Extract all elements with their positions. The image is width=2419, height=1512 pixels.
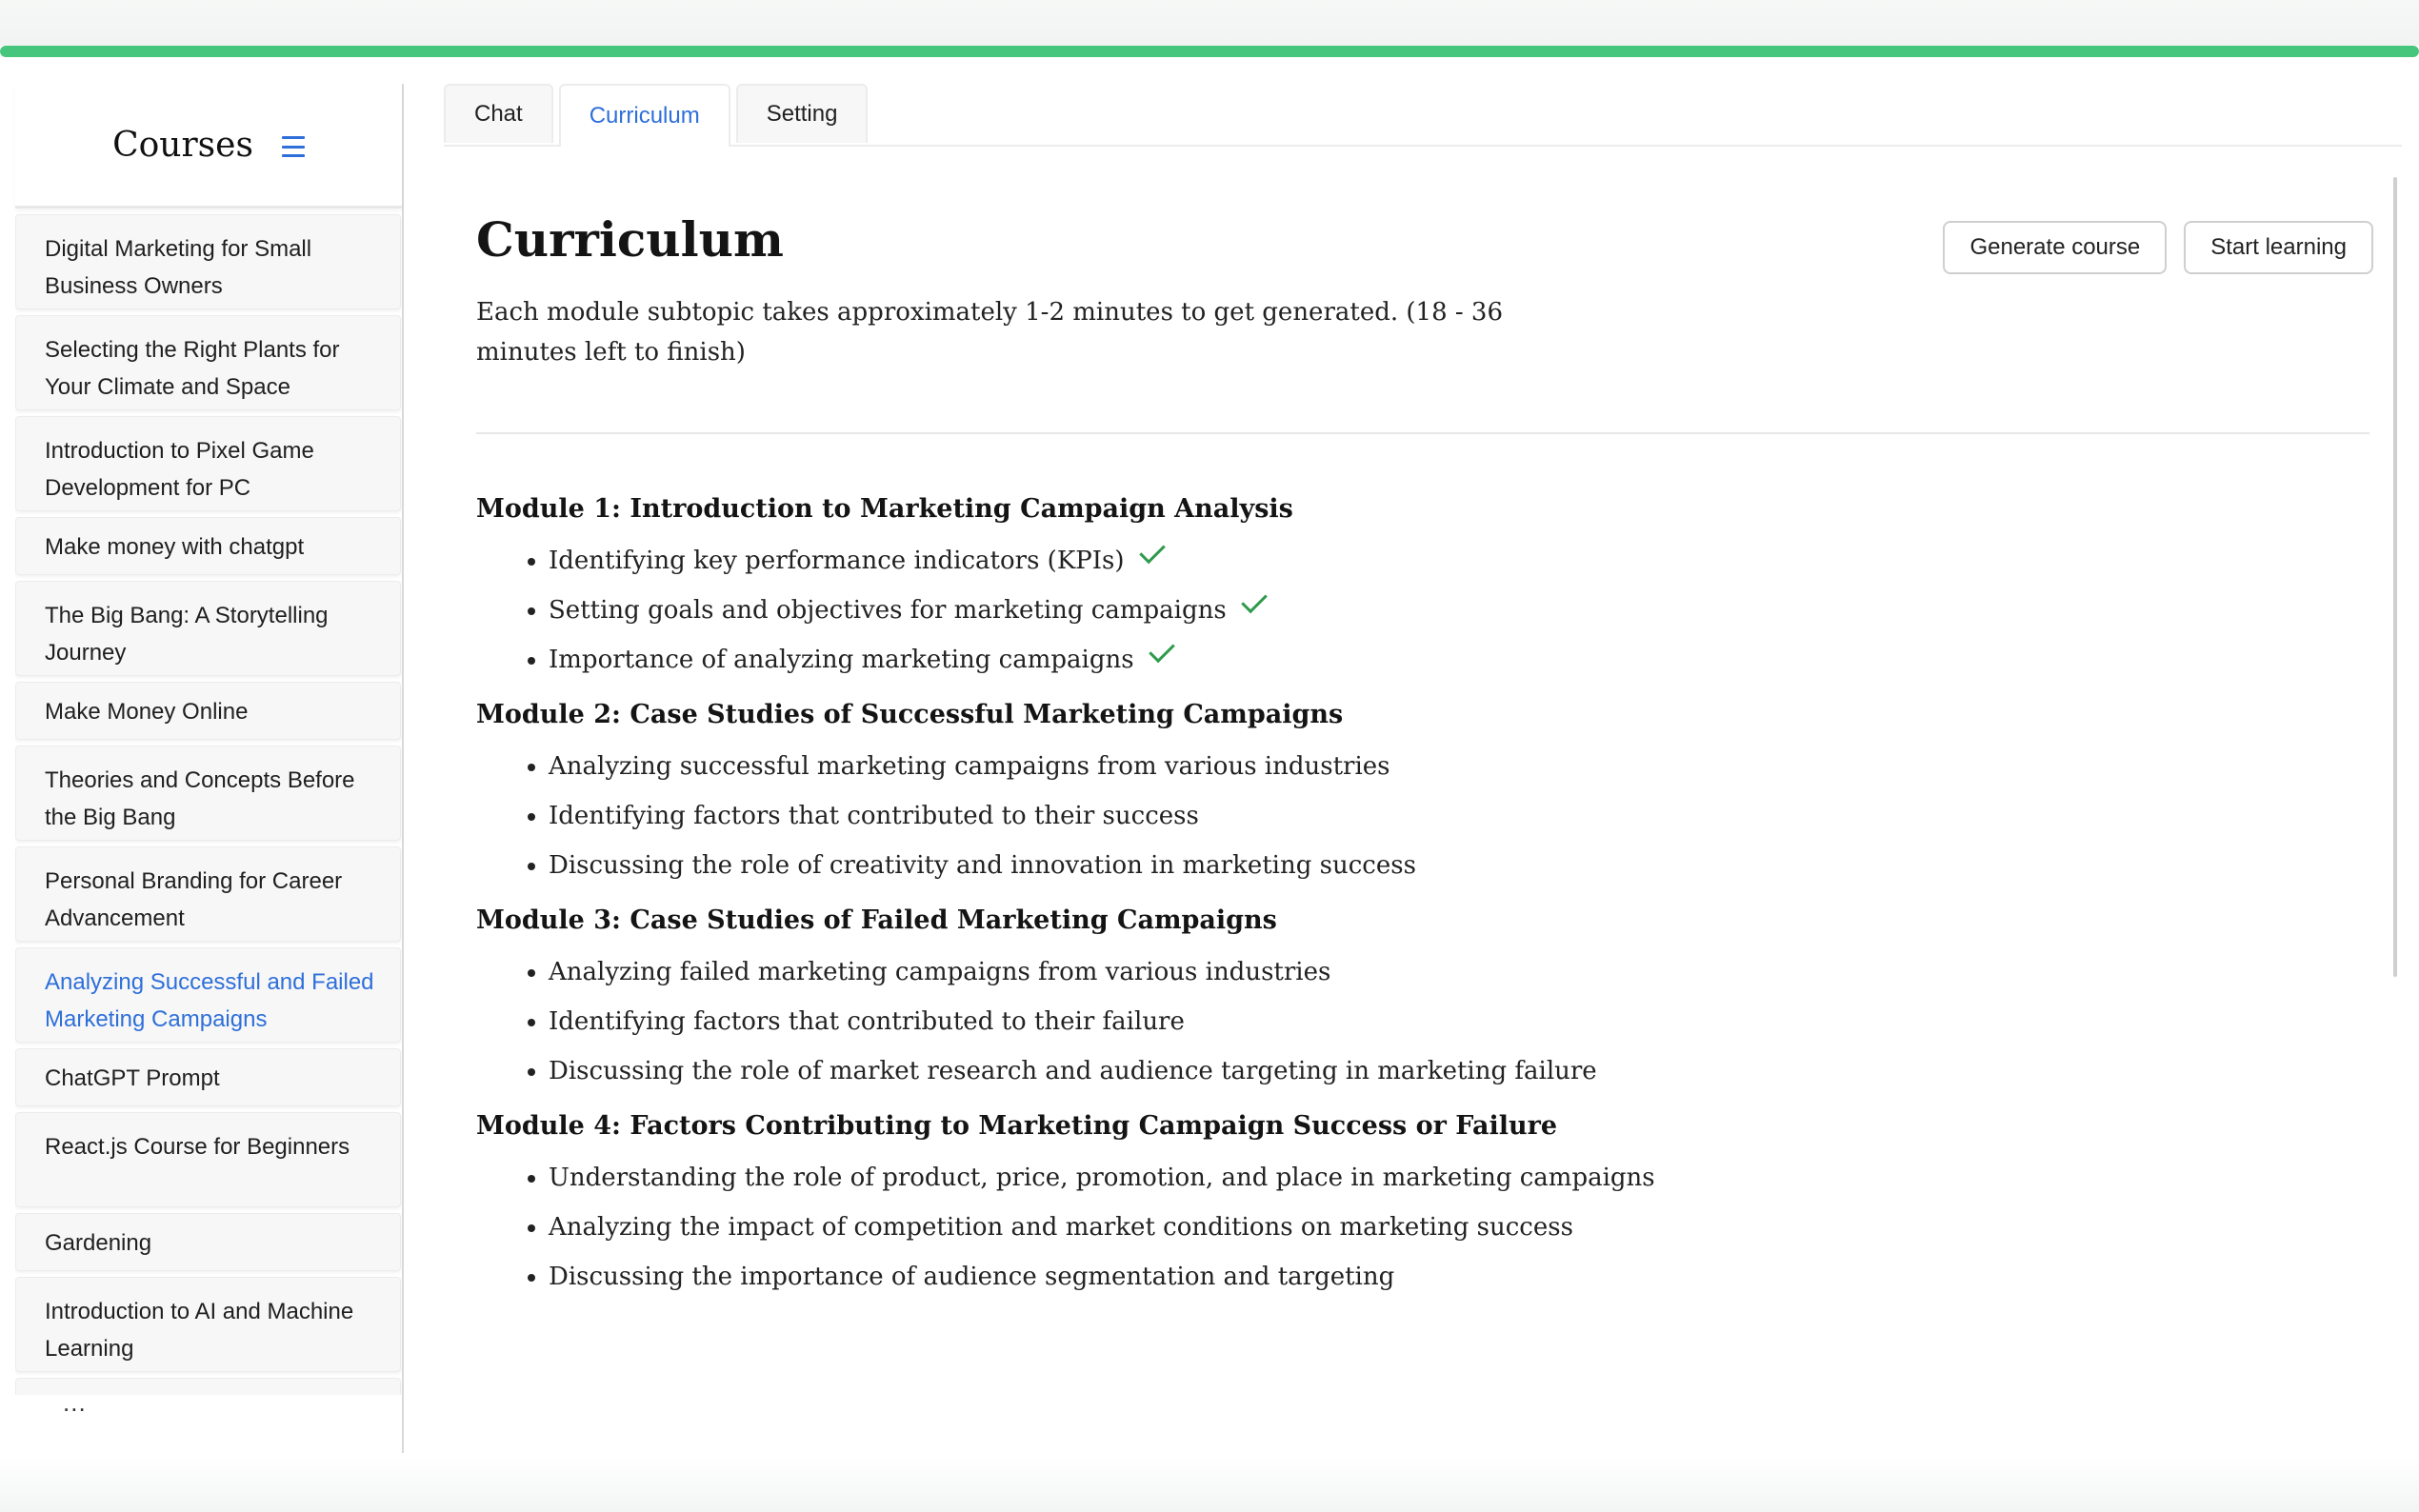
course-item[interactable]: Make Money Online xyxy=(15,682,401,740)
module-title: Module 3: Case Studies of Failed Marketing Campaigns xyxy=(476,905,1277,935)
course-sidebar xyxy=(15,84,404,1453)
generation-progress-bar xyxy=(0,46,2419,57)
subtopic-label: Analyzing the impact of competition and market conditions on marketing success xyxy=(549,1213,1573,1242)
bottom-shade xyxy=(0,1457,2419,1512)
subtopic-label: Discussing the importance of audience segmentation and targeting xyxy=(549,1263,1395,1291)
subtopic-item xyxy=(549,1055,2095,1087)
module-list xyxy=(476,493,2095,1316)
module-section xyxy=(476,905,2095,1087)
course-item[interactable]: Personal Branding for Career Advancement xyxy=(15,846,401,942)
sidebar-title: Courses xyxy=(112,125,253,165)
subtopic-label: Setting goals and objectives for marketing campaigns xyxy=(549,596,1227,625)
check-icon xyxy=(1149,637,1175,664)
sidebar-header xyxy=(15,84,402,209)
subtopic-item xyxy=(549,956,2095,988)
subtopic-label: Analyzing failed marketing campaigns from various industries xyxy=(549,958,1331,986)
subtopic-label: Identifying factors that contributed to their success xyxy=(549,802,1199,830)
subtopic-item xyxy=(549,545,2095,577)
subtopic-label: Importance of analyzing marketing campaigns xyxy=(549,646,1134,674)
subtopic-label: Identifying key performance indicators (KPIs) xyxy=(549,547,1125,575)
subtopic-item xyxy=(549,750,2095,783)
more-courses-indicator[interactable]: ... xyxy=(63,1388,87,1417)
content-scrollbar[interactable] xyxy=(2393,177,2397,977)
subtopic-list xyxy=(476,1162,2095,1293)
page-title: Curriculum xyxy=(476,211,784,268)
tab-curriculum[interactable]: Curriculum xyxy=(559,84,730,147)
curriculum-panel xyxy=(476,145,2371,1449)
course-item[interactable]: Make money with chatgpt xyxy=(15,517,401,575)
tab-setting[interactable]: Setting xyxy=(736,84,869,143)
course-item[interactable]: Introduction to AI and Machine Learning xyxy=(15,1277,401,1372)
subtopic-item xyxy=(549,1162,2095,1194)
course-item[interactable]: React.js Course for Beginners xyxy=(15,1112,401,1207)
subtopic-label: Analyzing successful marketing campaigns from various industries xyxy=(549,752,1390,781)
module-section xyxy=(476,699,2095,882)
subtopic-item xyxy=(549,644,2095,676)
course-item[interactable]: Selecting the Right Plants for Your Climate and Space xyxy=(15,315,401,410)
module-section xyxy=(476,1110,2095,1293)
content-tabs xyxy=(444,84,2402,147)
subtopic-list xyxy=(476,545,2095,676)
subtopic-list xyxy=(476,956,2095,1087)
subtopic-item xyxy=(549,1261,2095,1293)
generation-time-note: Each module subtopic takes approximately 1-2 minutes to get generated. (18 - 36 minutes left to finish) xyxy=(476,298,1504,367)
check-icon xyxy=(1139,538,1166,565)
course-item[interactable]: Introduction to Pixel Game Development for PC xyxy=(15,416,401,511)
subtopic-list xyxy=(476,750,2095,882)
course-item-active[interactable]: Analyzing Successful and Failed Marketing Campaigns xyxy=(15,947,401,1043)
module-title: Module 4: Factors Contributing to Marketing Campaign Success or Failure xyxy=(476,1111,1558,1141)
module-title: Module 2: Case Studies of Successful Marketing Campaigns xyxy=(476,700,1344,729)
subtopic-label: Discussing the role of creativity and innovation in marketing success xyxy=(549,851,1416,880)
start-learning-button[interactable]: Start learning xyxy=(2184,221,2373,274)
tab-chat[interactable]: Chat xyxy=(444,84,553,143)
course-list xyxy=(15,209,402,1395)
course-item[interactable]: The Big Bang: A Storytelling Journey xyxy=(15,581,401,676)
course-item[interactable]: Theories and Concepts Before the Big Bang xyxy=(15,746,401,841)
subtopic-item xyxy=(549,1211,2095,1243)
subtopic-item xyxy=(549,800,2095,832)
subtopic-item xyxy=(549,594,2095,627)
subtopic-item xyxy=(549,849,2095,882)
subtopic-label: Identifying factors that contributed to their failure xyxy=(549,1007,1185,1036)
course-item[interactable]: Digital Marketing for Small Business Owners xyxy=(15,214,401,309)
subtopic-label: Discussing the role of market research and audience targeting in marketing failure xyxy=(549,1057,1597,1085)
module-section xyxy=(476,493,2095,676)
check-icon xyxy=(1241,587,1268,614)
subtopic-item xyxy=(549,1005,2095,1038)
subtopic-label: Understanding the role of product, price, promotion, and place in marketing campaigns xyxy=(549,1164,1655,1192)
course-item[interactable]: ChatGPT Prompt xyxy=(15,1048,401,1106)
generate-course-button[interactable]: Generate course xyxy=(1943,221,2167,274)
top-bar-background xyxy=(0,0,2419,46)
course-item[interactable]: Gardening xyxy=(15,1213,401,1271)
progress-fill xyxy=(0,46,2419,57)
hamburger-icon[interactable] xyxy=(282,136,305,157)
header-actions xyxy=(1943,221,2373,274)
divider xyxy=(476,432,2369,434)
module-title: Module 1: Introduction to Marketing Campaign Analysis xyxy=(476,494,1293,524)
